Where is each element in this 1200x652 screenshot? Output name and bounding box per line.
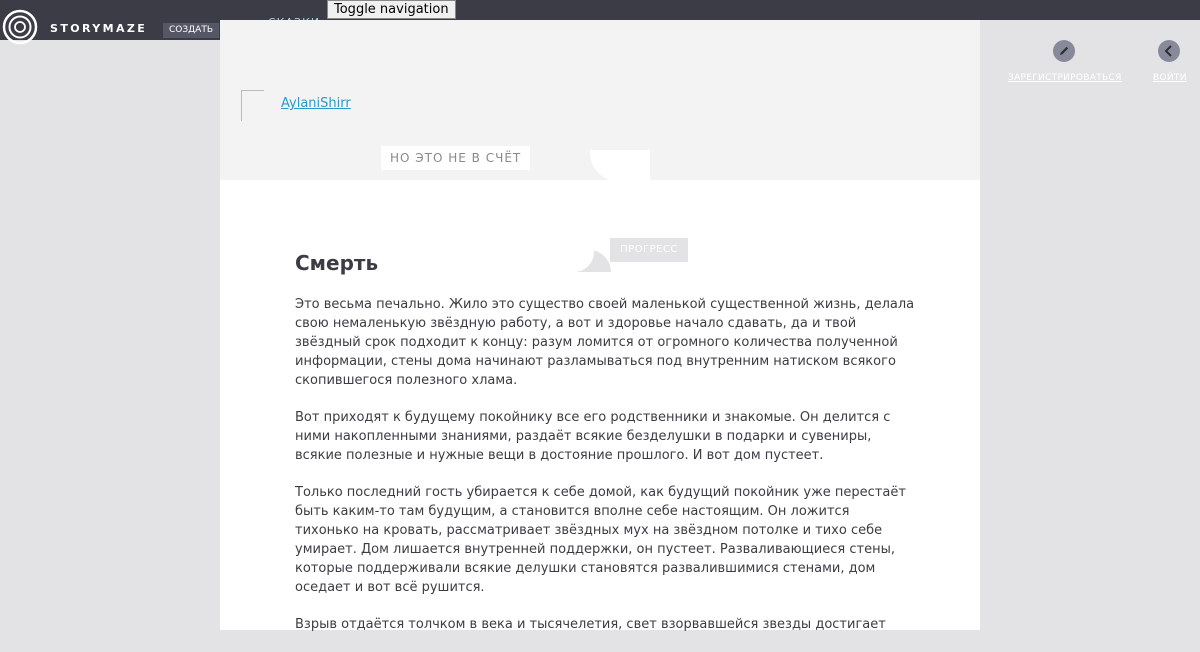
register-link[interactable]: ЗАРЕГИСТРИРОВАТЬСЯ (1008, 73, 1122, 83)
story-title: Смерть (295, 251, 379, 275)
login-link[interactable]: ВОЙТИ (1153, 73, 1187, 83)
pencil-icon[interactable] (1053, 40, 1075, 62)
toggle-navigation-button[interactable]: Toggle navigation (327, 0, 456, 19)
story-tag[interactable]: НО ЭТО НЕ В СЧЁТ (381, 146, 530, 170)
chevron-left-icon[interactable] (1158, 40, 1180, 62)
story-paragraph: Взрыв отдаётся толчком в века и тысячелетия, свет взорвавшейся звезды достигает (295, 617, 886, 632)
create-button[interactable]: СОЗДАТЬ (163, 23, 219, 38)
story-body (295, 295, 915, 652)
story-paragraph: Это весьма печально. Жило это существо своей маленькой существенной жизнь, делала свою немаленькую звёздную работу, а вот и здоровье начало сдавать, да и твой звёздный срок подходит к концу: разум ломится от огромного количества полученной информации, стены дома начинают разламываться под внутренним натиском всякого скопившегося полезного хлама. (295, 297, 915, 388)
story-paragraph: Вот приходят к будущему покойнику все его родственники и знакомые. Он делится с ними накопленными знаниями, раздаёт всякие безделушки в подарки и сувениры, всякие полезные и нужные вещи в достояние прошлого. И вот дом пустеет. (295, 410, 891, 463)
storymaze-logo-icon[interactable] (2, 9, 38, 45)
story-paragraph: Только последний гость убирается к себе домой, как будущий покойник уже перестаёт быть каким-то там будущим, а становится вполне себе настоящим. Он ложится тихонько на кровать, рассматривает звёздных мух на звёздном потолке и тихо себе умирает. Дом лишается внутренней поддержки, он пустеет. Разваливающиеся стены, которые поддерживали всякие делушки становятся развалившимися стенами, дом оседает и вот всё рушится. (295, 485, 906, 595)
brand-bar (0, 0, 220, 40)
author-avatar[interactable] (241, 90, 264, 121)
brand-name[interactable]: STORYMAZE (50, 22, 148, 35)
author-link[interactable]: AylaniShirr (281, 96, 351, 111)
progress-tab[interactable]: ПРОГРЕСС (610, 238, 688, 262)
